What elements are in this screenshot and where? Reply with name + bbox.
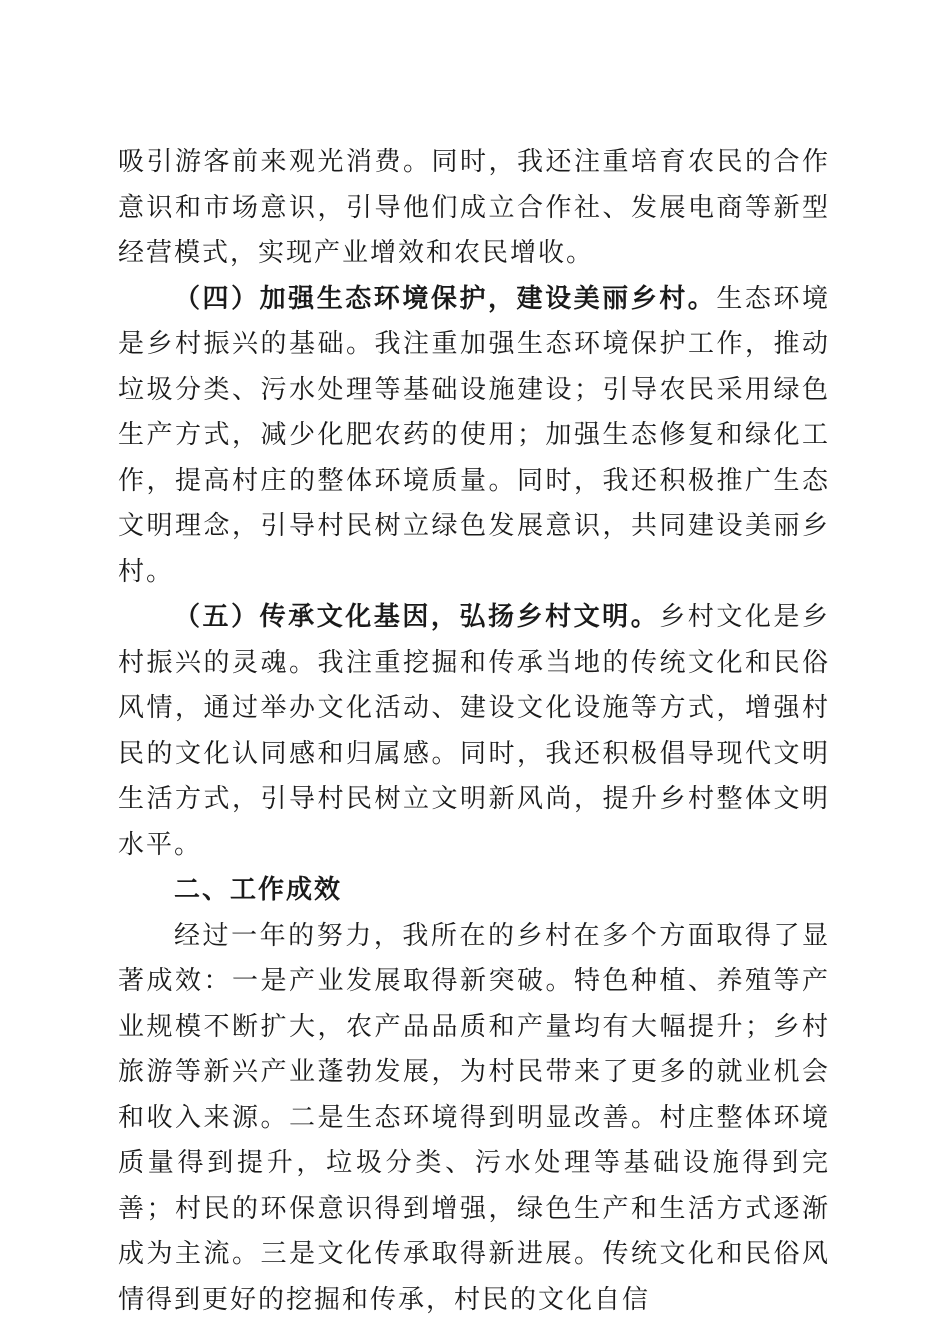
paragraph-ecology [118,277,830,596]
paragraph-lead: （五）传承文化基因，弘扬乡村文明。 [174,602,660,632]
paragraph-lead: （四）加强生态环境保护，建设美丽乡村。 [174,283,717,314]
paragraph-continuation [118,140,830,277]
paragraph-results [118,914,830,1324]
section-heading: 二、工作成效 [174,875,343,905]
paragraph-culture [118,595,830,868]
document-page [118,140,830,1323]
paragraph-text: 吸引游客前来观光消费。同时，我还注重培育农民的合作意识和市场意识，引导他们成立合作社、发展电商等新型经营模式，实现产业增效和农民增收。 [118,147,830,268]
paragraph-text: 乡村文化是乡村振兴的灵魂。我注重挖掘和传承当地的传统文化和民俗风情，通过举办文化活动、建设文化设施等方式，增强村民的文化认同感和归属感。同时，我还积极倡导现代文明生活方式，引导村民树立文明新风尚，提升乡村整体文明水平。 [118,602,830,860]
paragraph-text: 生态环境是乡村振兴的基础。我注重加强生态环境保护工作，推动垃圾分类、污水处理等基础设施建设；引导农民采用绿色生产方式，减少化肥农药的使用；加强生态修复和绿化工作，提高村庄的整体环境质量。同时，我还积极推广生态文明理念，引导村民树立绿色发展意识，共同建设美丽乡村。 [118,283,830,587]
paragraph-text: 经过一年的努力，我所在的乡村在多个方面取得了显著成效：一是产业发展取得新突破。特色种植、养殖等产业规模不断扩大，农产品品质和产量均有大幅提升；乡村旅游等新兴产业蓬勃发展，为村民带来了更多的就业机会和收入来源。二是生态环境得到明显改善。村庄整体环境质量得到提升，垃圾分类、污水处理等基础设施得到完善；村民的环保意识得到增强，绿色生产和生活方式逐渐成为主流。三是文化传承取得新进展。传统文化和民俗风情得到更好的挖掘和传承，村民的文化自信 [118,920,830,1315]
